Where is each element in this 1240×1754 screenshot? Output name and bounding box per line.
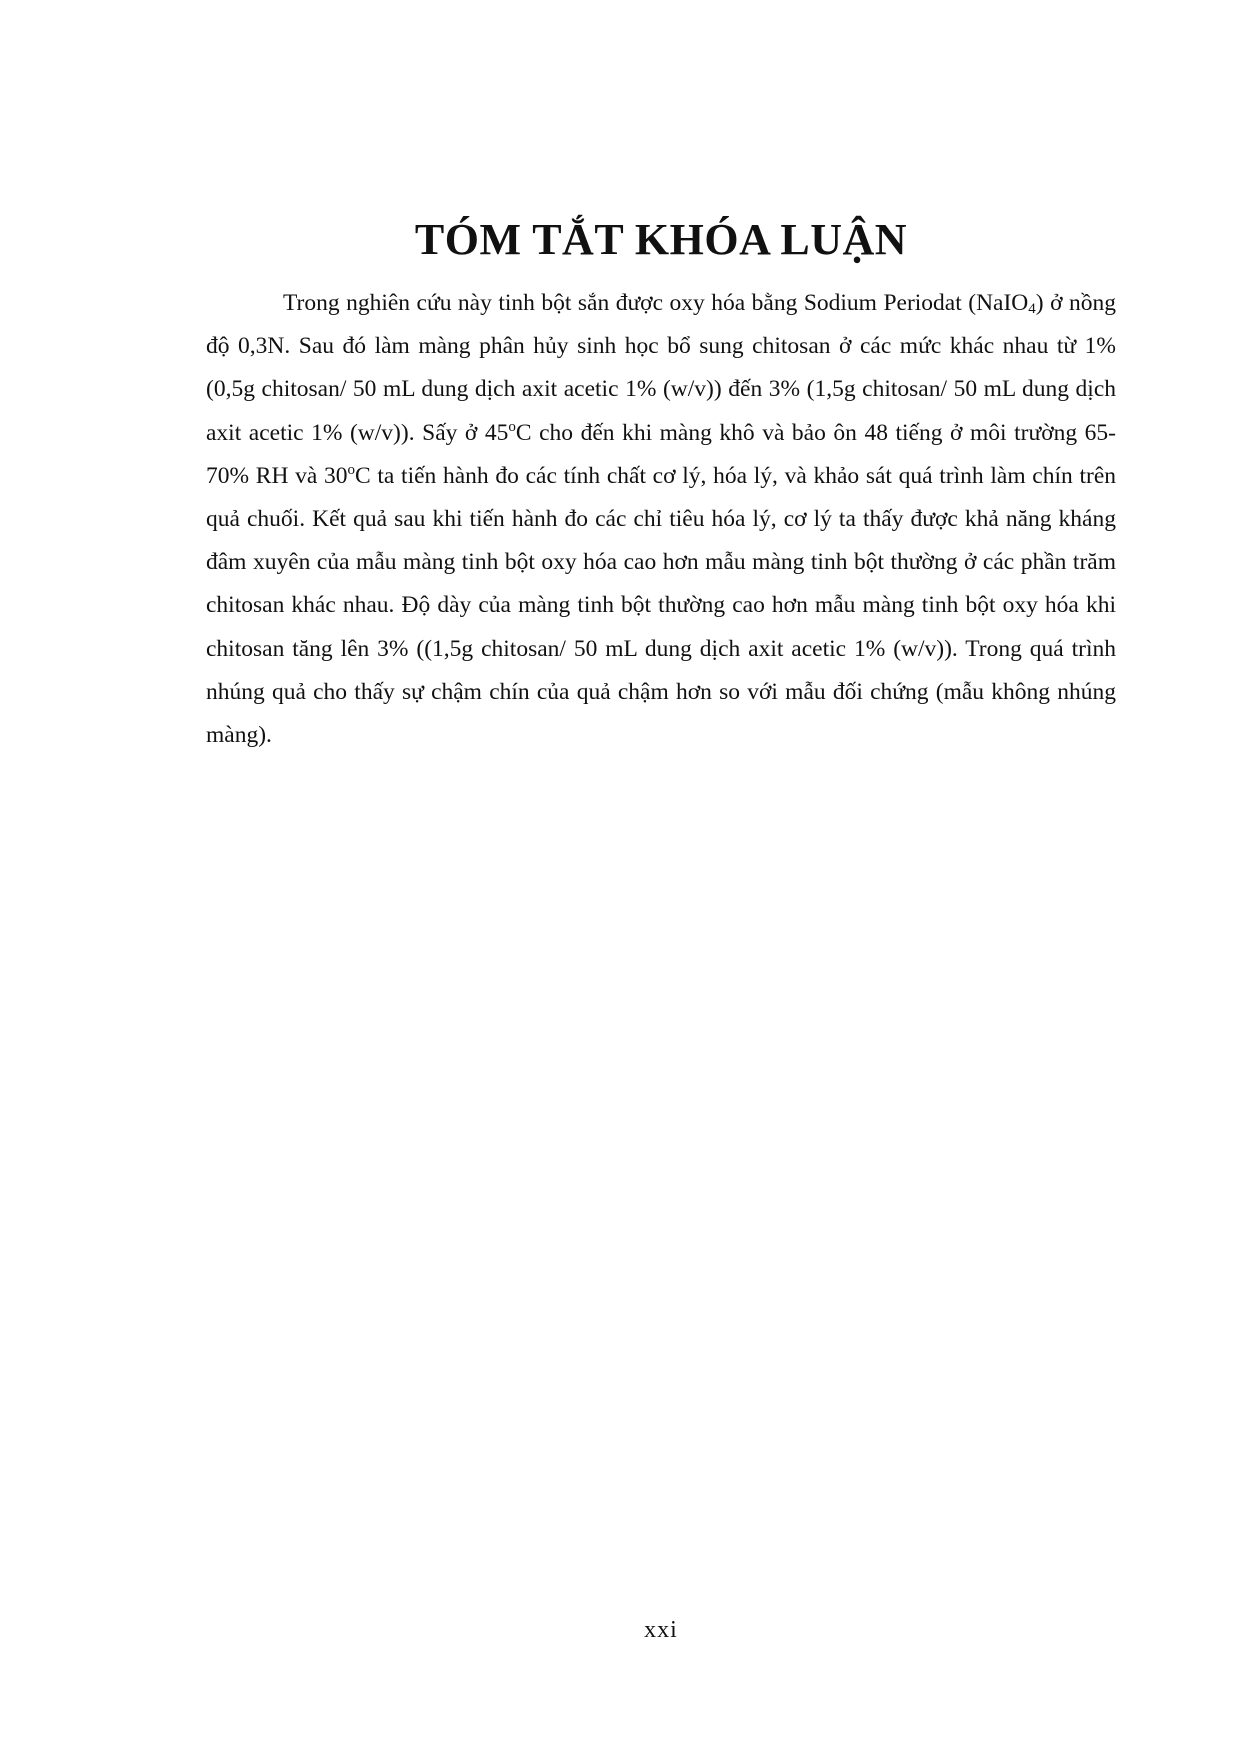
abstract-text-part-3: C cho đến khi màng khô và bảo ôn 48 tiếng ở môi trường 65-70% RH và 30 [206,419,1117,489]
page-number: xxi [644,1617,678,1643]
abstract-text-part-4: C ta tiến hành đo các tính chất cơ lý, hóa lý, và khảo sát quá trình làm chín trên quả chuối. Kết quả sau khi tiến hành đo các chỉ tiêu hóa lý, cơ lý ta thấy được khả năng kháng đâm xuyên của mẫu màng tinh bột oxy hóa cao hơn mẫu màng tinh bột thường ở các phần trăm chitosan khác nhau. Độ dày của màng tinh bột thường cao hơn mẫu màng tinh bột oxy hóa khi chitosan tăng lên 3% ((1,5g chitosan/ 50 mL dung dịch axit acetic 1% (w/v)). Trong quá trình nhúng quả cho thấy sự chậm chín của quả chậm hơn so với mẫu đối chứng (mẫu không nhúng màng). [206,462,1116,749]
degree-superscript-2: o [347,461,356,478]
abstract-paragraph [206,282,1116,757]
degree-superscript-1: o [508,418,516,435]
abstract-text-part-1: Trong nghiên cứu này tinh bột sắn được oxy hóa bằng Sodium Periodat (NaIO [283,290,1029,316]
subscript-4: 4 [1028,301,1036,317]
abstract-text-part-2: ) ở nồng độ 0,3N. Sau đó làm màng phân hủy sinh học bổ sung chitosan ở các mức khác nhau từ 1% (0,5g chitosan/ 50 mL dung dịch axit acetic 1% (w/v)) đến 3% (1,5g chitosan/ 50 mL dung dịch axit acetic 1% (w/v)). Sấy ở 45 [206,290,1116,446]
page-title: TÓM TẮT KHÓA LUẬN [414,215,908,264]
